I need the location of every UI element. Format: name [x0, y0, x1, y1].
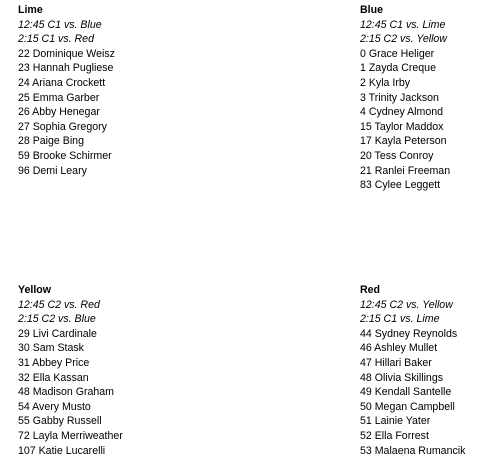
roster-player: 96 Demi Leary: [18, 164, 87, 177]
roster-player: 0 Grace Heliger: [360, 47, 435, 60]
roster-player: 26 Abby Henegar: [18, 106, 100, 119]
roster-player: 24 Ariana Crockett: [18, 76, 106, 89]
roster-player: 53 Malaena Rumancik: [360, 444, 466, 457]
roster-list: [18, 327, 143, 458]
roster-player: 50 Megan Campbell: [360, 400, 455, 413]
roster-player: 48 Madison Graham: [18, 386, 114, 399]
game-time-2: 2:15 C1 vs. Lime: [360, 313, 440, 326]
roster-player: 21 Ranlei Freeman: [360, 164, 451, 177]
game-time-2: 2:15 C2 vs. Yellow: [360, 33, 447, 46]
roster-player: 2 Kyla Irby: [360, 76, 411, 89]
team-name: Red: [360, 284, 381, 296]
roster-player: 15 Taylor Maddox: [360, 120, 444, 133]
roster-player: 32 Ella Kassan: [18, 371, 89, 384]
team-lime-block: [18, 3, 143, 178]
game-time-1: 12:45 C1 vs. Lime: [360, 18, 446, 31]
roster-player: 49 Kendall Santelle: [360, 386, 452, 399]
team-name: Blue: [360, 4, 383, 16]
roster-player: 59 Brooke Schirmer: [18, 149, 112, 162]
roster-player: 83 Cylee Leggett: [360, 179, 441, 192]
team-name: Lime: [18, 4, 43, 16]
roster-player: 72 Layla Merriweather: [18, 429, 123, 442]
roster-player: 23 Hannah Pugliese: [18, 62, 114, 75]
team-red-block: [360, 283, 484, 458]
team-blue-block: [360, 3, 484, 193]
team-yellow-block: [18, 283, 143, 458]
roster-player: 25 Emma Garber: [18, 91, 100, 104]
roster-player: 1 Zayda Creque: [360, 62, 436, 75]
roster-player: 29 Livi Cardinale: [18, 327, 97, 340]
roster-player: 4 Cydney Almond: [360, 106, 444, 119]
roster-player: 20 Tess Conroy: [360, 149, 434, 162]
game-time-1: 12:45 C1 vs. Blue: [18, 18, 102, 31]
roster-player: 52 Ella Forrest: [360, 429, 429, 442]
team-name: Yellow: [18, 284, 51, 296]
roster-player: 31 Abbey Price: [18, 356, 90, 369]
game-time-1: 12:45 C2 vs. Red: [18, 298, 100, 311]
roster-player: 54 Avery Musto: [18, 400, 91, 413]
roster-player: 3 Trinity Jackson: [360, 91, 439, 104]
roster-player: 28 Paige Bing: [18, 135, 84, 148]
roster-player: 55 Gabby Russell: [18, 415, 102, 428]
roster-player: 17 Kayla Peterson: [360, 135, 447, 148]
roster-list: [360, 327, 484, 458]
roster-player: 30 Sam Stask: [18, 342, 84, 355]
roster-player: 22 Dominique Weisz: [18, 47, 115, 60]
roster-player: 27 Sophia Gregory: [18, 120, 107, 133]
roster-player: 46 Ashley Mullet: [360, 342, 438, 355]
game-time-2: 2:15 C1 vs. Red: [18, 33, 94, 46]
roster-player: 51 Lainie Yater: [360, 415, 431, 428]
roster-list: [360, 47, 484, 193]
roster-player: 107 Katie Lucarelli: [18, 444, 106, 457]
roster-player: 47 Hillari Baker: [360, 356, 432, 369]
roster-player: 44 Sydney Reynolds: [360, 327, 458, 340]
game-time-2: 2:15 C2 vs. Blue: [18, 313, 96, 326]
game-time-1: 12:45 C2 vs. Yellow: [360, 298, 453, 311]
roster-list: [18, 47, 143, 178]
roster-player: 48 Olivia Skillings: [360, 371, 444, 384]
